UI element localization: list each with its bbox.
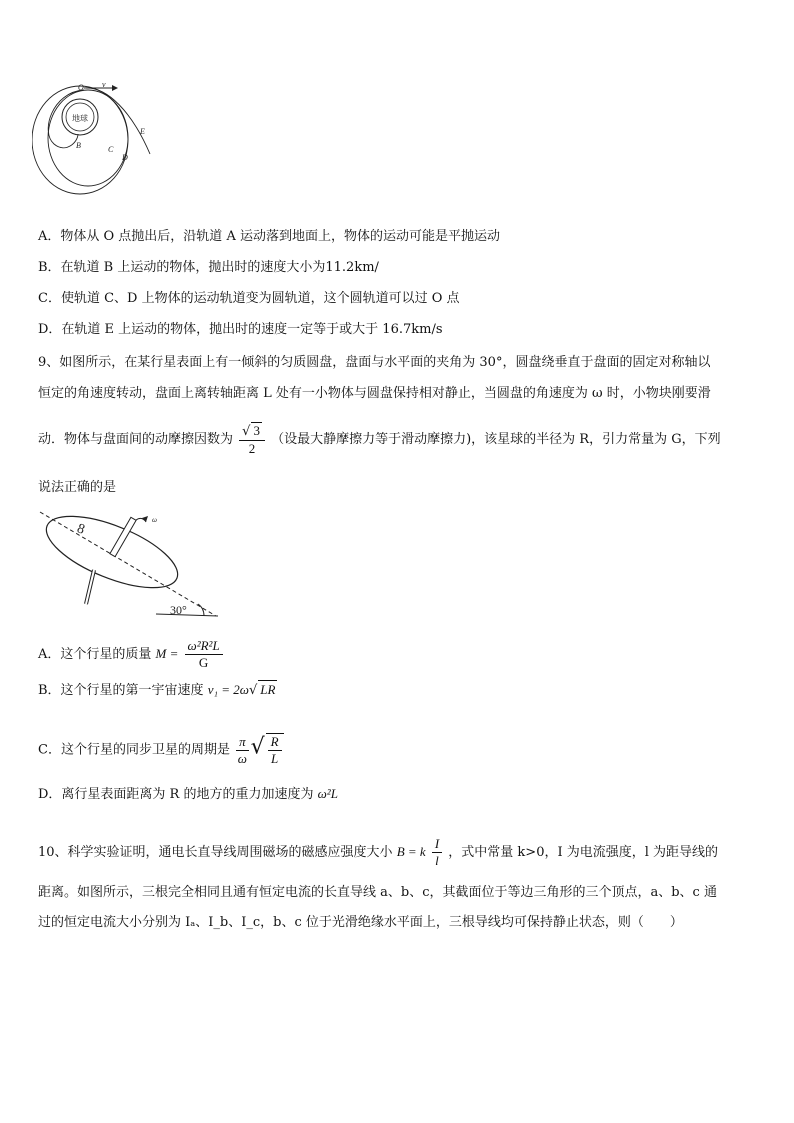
period-root	[266, 733, 284, 767]
mass-fraction	[185, 638, 223, 671]
q9-option-b: B．这个行星的第一宇宙速度 v₁ = 2ω√ LR	[38, 682, 276, 698]
friction-fraction: $\frac{√ 3}{2}$	[239, 422, 265, 457]
field-num: I	[432, 836, 442, 853]
field-fraction	[432, 836, 442, 869]
q9-option-c-text: C．这个行星的同步卫星的周期是	[38, 742, 230, 758]
q9-option-d	[38, 785, 338, 804]
friction-den: 2	[248, 441, 256, 456]
q9-option-b-text: B．这个行星的第一宇宙速度	[38, 683, 204, 698]
field-den: l	[435, 853, 439, 868]
label-v: v	[102, 82, 106, 89]
q9-option-c: C．这个行星的同步卫星的周期是 $\frac{\pi}{\omega}$ √ $\frac{R}{L}$	[38, 733, 286, 767]
q9-option-b-rad: LR	[260, 682, 276, 697]
friction-num: 3	[253, 423, 260, 438]
mass-num: ω²R²L	[185, 638, 223, 655]
q9-line-1: 9、如图所示，在某行星表面上有一倾斜的匀质圆盘，盘面与水平面的夹角为 30°，圆盘绕垂直于盘面的固定对称轴以	[38, 355, 711, 370]
q10-lhs: B = k	[396, 844, 426, 859]
angle-label: 30°	[170, 603, 187, 617]
q9-line-4: 说法正确的是	[38, 480, 117, 495]
q9-option-d-math: ω²L	[317, 786, 338, 801]
label-D: D	[122, 153, 128, 162]
q9-option-a-text: A．这个行星的质量	[38, 647, 152, 662]
period-fraction	[236, 734, 249, 767]
period-num: π	[236, 734, 249, 751]
label-C: C	[108, 145, 114, 154]
label-E: E	[140, 127, 145, 136]
svg-text:8: 8	[74, 521, 87, 538]
q9-option-a	[38, 638, 225, 671]
q10-line-1-text-a: 10、科学实验证明，通电长直导线周围磁场的磁感应强度大小	[38, 845, 393, 860]
q8-option-b: B．在轨道 B 上运动的物体，抛出时的速度大小为11.2km/	[38, 260, 379, 275]
q10-line-2: 距离。如图所示，三根完全相同且通有恒定电流的长直导线 a、b、c，其截面位于等边三角形的三个顶点，a、b、c 通	[38, 885, 717, 900]
q9-line-3-text-a: 动．物体与盘面间的动摩擦因数为	[38, 432, 234, 447]
q10-line-1	[38, 836, 718, 869]
q9-option-b-math: v₁ = 2ω	[207, 682, 249, 697]
q8-option-c: C．使轨道 C、D 上物体的运动轨道变为圆轨道，这个圆轨道可以过 O 点	[38, 291, 460, 306]
label-O: O	[78, 83, 84, 92]
q10-line-3: 过的恒定电流大小分别为 Iₐ、I_b、I_c，b、c 位于光滑绝缘水平面上，三根导线均可保持静止状态，则（ ）	[38, 915, 683, 930]
inclined-disk-diagram	[36, 508, 226, 620]
mass-den: G	[198, 655, 209, 670]
label-B: B	[76, 141, 81, 150]
period-den: ω	[237, 750, 247, 766]
q9-line-3-text-b: （设最大静摩擦力等于滑动摩擦力)，该星球的半径为 R，引力常量为 G，下列	[271, 432, 721, 447]
q9-option-a-lhs: M =	[155, 646, 179, 661]
q8-option-d: D．在轨道 E 上运动的物体，抛出时的速度一定等于或大于 16.7km/s	[38, 322, 443, 337]
earth-label: 地球	[72, 114, 88, 123]
q9-line-2: 恒定的角速度转动，盘面上离转轴距离 L 处有一小物体与圆盘保持相对静止，当圆盘的角速度为 ω 时，小物块刚要滑	[38, 386, 711, 401]
q9-option-d-text: D．离行星表面距离为 R 的地方的重力加速度为	[38, 787, 314, 802]
q9-line-3	[38, 422, 721, 457]
q10-line-1-text-b: ，式中常量 k>0，I 为电流强度，l 为距导线的	[448, 845, 719, 860]
omega-label: ω	[152, 516, 157, 524]
period-root-den: L	[271, 751, 279, 766]
orbit-diagram	[32, 82, 162, 197]
q8-option-a: A．物体从 O 点抛出后，沿轨道 A 运动落到地面上，物体的运动可能是平抛运动	[38, 229, 500, 244]
period-root-num: R	[268, 734, 282, 751]
